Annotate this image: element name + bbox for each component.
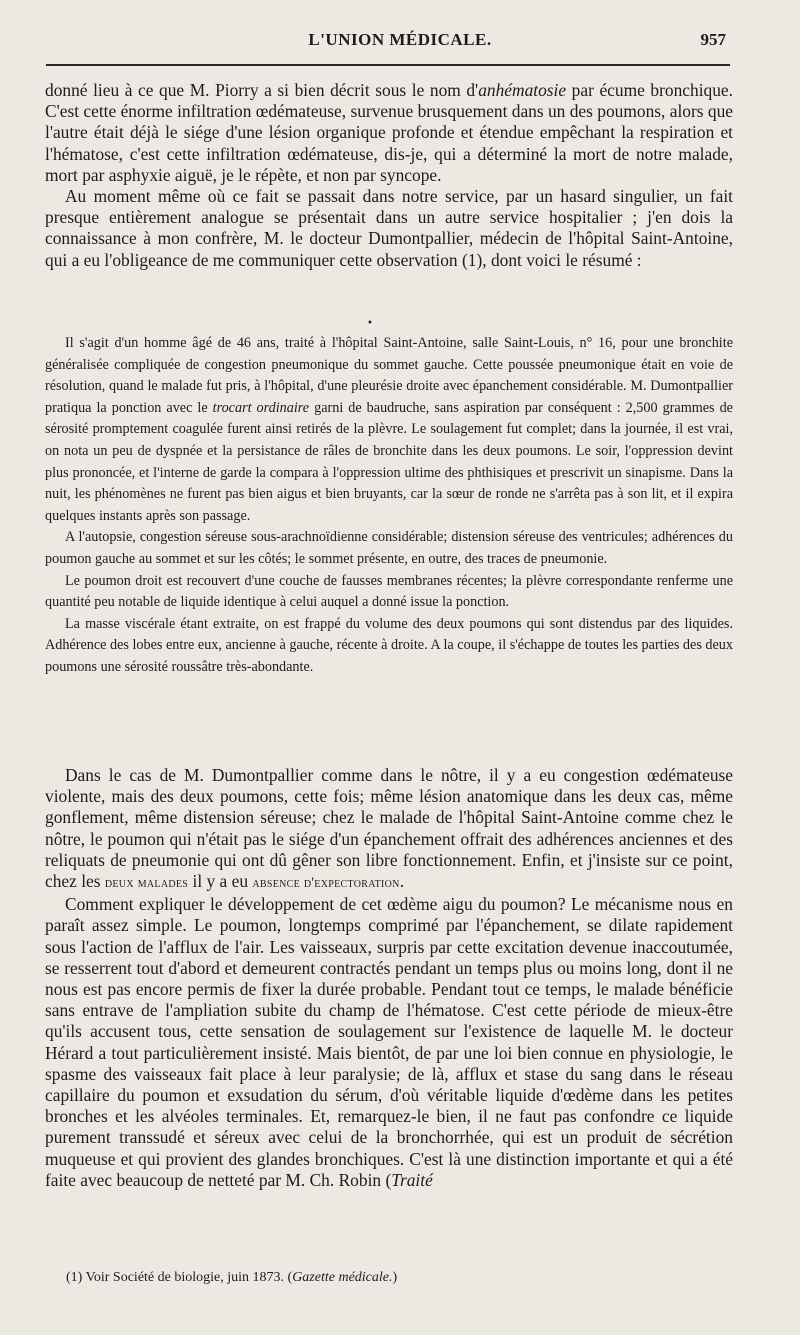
- page-number: 957: [700, 30, 726, 49]
- footnote: (1) Voir Société de biologie, juin 1873. (Gazette médicale.): [66, 1270, 398, 1285]
- observation-summary: [45, 333, 733, 679]
- paragraph-comparison: Dans le cas de M. Dumontpallier comme dans le nôtre, il y a eu congestion œdémateuse violente, mais des deux poumons, cette fois; même lésion anatomique dans les deux cas, même gonflement, même distension séreuse; chez le malade de l'hôpital Saint-Antoine comme chez le nôtre, le poumon qui n'était pas le siége d'un épanchement offrait des adhérences anciennes et des reliquats de pneumonie qui ont dû gêner son libre fonctionnement. Enfin, et j'insiste sur ce point, chez les deux malades il y a eu absence d'expectoration.: [45, 765, 733, 892]
- observation-right-lung: Le poumon droit est recouvert d'une couche de fausses membranes récentes; la plèvre correspondante renferme une quantité peu notable de liquide identique à celui auquel a donné issue la ponction.: [45, 572, 733, 611]
- observation-autopsy: A l'autopsie, congestion séreuse sous-arachnoïdienne considérable; distension séreuse des ventricules; adhérences du poumon gauche au sommet et sur les côtés; le sommet présente, en outre, des traces de pneumonie.: [45, 529, 733, 567]
- paragraph-mechanism: Comment expliquer le développement de cet œdème aigu du poumon? Le mécanisme nous en paraît assez simple. Le poumon, longtemps comprimé par l'épanchement, se dilate rapidement sous l'action de l'afflux de l'air. Les vaisseaux, surpris par cette excitation devenue inaccoutumée, se resserrent tout d'abord et demeurent contractés pendant un temps plus ou moins long, dont il ne nous est pas encore permis de fixer la durée probable. Pendant tout ce temps, le malade bénéficie sans entrave de l'ampliation subite du champ de l'hématose. C'est cette période de mieux-être qu'ils accusent tous, cette sensation de soulagement sur l'existence de laquelle M. le docteur Hérard a tout particulièrement insisté. Mais bientôt, de par une loi bien connue en physiologie, le spasme des vaisseaux fait place à leur paralysie; de là, afflux et stase du sang dans le réseau capillaire du poumon et exsudation du sérum, d'où véritable liquide d'œdème dans les petites bronches et les alvéoles terminales. Et, remarquez-le bien, il ne faut pas confondre ce liquide purement transsudé et séreux avec celui de la bronchorrhée, qui est un produit de sécrétion muqueuse et qui provient des glandes bronchiques. C'est là une distinction importante et qui a été faite avec beaucoup de netteté par M. Ch. Robin (Traité: [45, 894, 733, 1190]
- section-separator: •: [367, 318, 373, 329]
- running-title: L'UNION MÉDICALE.: [308, 30, 492, 49]
- paragraph-dumontpallier-intro: Au moment même où ce fait se passait dans notre service, par un hasard singulier, un fait presque entièrement analogue se présentait dans un autre service hospitalier ; j'en dois la connaissance à mon confrère, M. le docteur Dumontpallier, médecin de l'hôpital Saint-Antoine, qui a eu l'obligeance de me communiquer cette observation (1), dont voici le résumé :: [45, 186, 733, 270]
- opening-text: [45, 80, 733, 271]
- paragraph-anhematosie: donné lieu à ce que M. Piorry a si bien décrit sous le nom d'anhématosie par écume bronchique. C'est cette énorme infiltration œdémateuse, survenue brusquement dans un des poumons, alors que l'autre était déjà le siége d'une lésion organique profonde et étendue empêchant la respiration et l'hématose, c'est cette infiltration œdémateuse, dis-je, qui a déterminé la mort de notre malade, mort par asphyxie aiguë, je le répète, et non par syncope.: [45, 80, 733, 185]
- observation-viscera: La masse viscérale étant extraite, on est frappé du volume des deux poumons qui sont distendus par des liquides. Adhérence des lobes entre eux, ancienne à gauche, récente à droite. A la coupe, il s'échappe de toutes les parties des deux poumons une sérosité roussâtre très-abondante.: [45, 615, 733, 675]
- discussion-text: [45, 765, 733, 1191]
- header-rule: [46, 64, 730, 66]
- page-header: [0, 30, 800, 56]
- observation-case: Il s'agit d'un homme âgé de 46 ans, traité à l'hôpital Saint-Antoine, salle Saint-Louis, n° 16, pour une bronchite généralisée compliquée de congestion pneumonique du sommet gauche. Cette poussée pneumonique était en voie de résolution, quand le malade fut pris, à l'hôpital, d'une pleurésie droite avec épanchement considérable. M. Dumontpallier pratiqua la ponction avec le trocart ordinaire garni de baudruche, sans aspiration par conséquent : 2,500 grammes de sérosité promptement coagulée furent ainsi retirés de la plèvre. Le soulagement fut complet; dans la journée, il est vrai, on nota un peu de dyspnée et la persistance de râles de bronchite dans les deux poumons. Le soir, l'oppression devint plus prononcée, et l'interne de garde la compara à l'oppression ultime des phthisiques et prescrivit un sinapisme. Dans la nuit, les phénomènes ne furent pas bien aigus et bien bruyants, car la sœur de ronde ne s'arrêta pas à son lit, et il expira quelques instants après son passage.: [45, 335, 733, 524]
